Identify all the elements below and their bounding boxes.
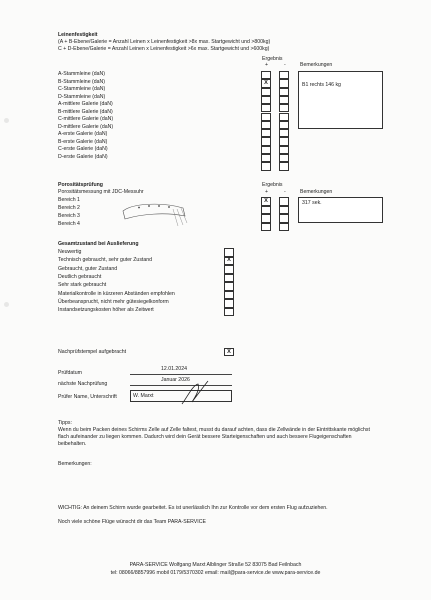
checkbox-mark: X — [264, 197, 268, 204]
poros-plus-checkbox[interactable] — [261, 214, 271, 223]
leinen-plus-checkbox[interactable] — [261, 113, 271, 121]
leinen-row-label: C-erste Galerie (daN) — [58, 146, 108, 152]
pruefdatum-label: Prüfdatum — [58, 370, 82, 376]
tipps-line-1: Wenn du beim Packen deines Schirms Zelle auf Zelle faltest, musst du darauf achten, dass die Zellwände in der Eintrittskante möglichst — [58, 427, 370, 433]
leinen-plus-header: + — [265, 62, 269, 68]
leinen-row-label: B-Stammleine (daN) — [58, 78, 105, 85]
leinen-row-label: A-Stammleine (daN) — [58, 71, 105, 77]
poros-minus-header: - — [284, 189, 286, 195]
pruefdatum-line — [130, 374, 232, 375]
leinen-minus-checkbox[interactable] — [279, 146, 289, 154]
poros-row-label: Bereich 2 — [58, 205, 80, 211]
poros-plus-checkbox[interactable] — [261, 206, 271, 215]
naechste-label: nächste Nachprüfung — [58, 381, 108, 387]
pruefer-label: Prüfer Name, Unterschrift — [58, 394, 117, 400]
gesamt-col-checkbox[interactable] — [224, 257, 234, 266]
leinen-plus-checkbox[interactable] — [261, 96, 271, 104]
leinen-bemerkungen-header: Bemerkungen — [300, 62, 333, 68]
gesamt-col-checkbox[interactable] — [224, 248, 234, 257]
leinen-plus-checkbox[interactable] — [261, 79, 271, 87]
leinen-row-label: D-Stammleine (daN) — [58, 93, 106, 100]
gesamt-row-label: Überbeansprucht, nicht mehr gütesiegelkonform — [58, 298, 169, 305]
stempel-mark: X — [227, 348, 231, 355]
gesamt-col-checkbox[interactable] — [224, 282, 234, 291]
gesamt-row-label: Instandsetzungskosten höher als Zeitwert — [58, 307, 154, 314]
poros-minus-checkbox[interactable] — [279, 206, 289, 215]
leinen-row-label: D-mittlere Galerie (daN) — [58, 123, 114, 130]
leinen-plus-checkbox[interactable] — [261, 88, 271, 96]
poros-plus-checkbox[interactable] — [261, 197, 271, 206]
leinen-minus-checkbox[interactable] — [279, 88, 289, 96]
wichtig-note: WICHTIG: An deinem Schirm wurde gearbeitet. Es ist unerlässlich Ihn zur Kontrolle vor dem ersten Flug aufzuziehen. — [58, 505, 328, 511]
leinen-row-label: A-erste Galerie (daN) — [58, 131, 108, 137]
stempel-checkbox[interactable] — [224, 348, 234, 356]
leinen-plus-checkbox[interactable] — [261, 104, 271, 112]
leinen-rule-1: (A + B-Ebene/Galerie = Anzahl Leinen x Leinenfestigkeit >8x max. Startgewicht und >800kg) — [58, 39, 271, 45]
poros-subtitle: Porositätsmessung mit JDC-Messuhr — [58, 189, 144, 195]
leinen-plus-checkbox[interactable] — [261, 71, 271, 79]
gesamt-row-label: Sehr stark gebraucht — [58, 282, 107, 289]
poros-bemerkungen-header: Bemerkungen — [300, 189, 333, 195]
leinen-row-label: A-mittlere Galerie (daN) — [58, 101, 113, 107]
tipps-line-3: beibehalten. — [58, 441, 87, 447]
gesamt-col-checkbox[interactable] — [224, 274, 234, 283]
pruefdatum-value: 12.01.2024 — [161, 366, 187, 372]
leinen-row-label: D-erste Galerie (daN) — [58, 153, 108, 160]
leinen-minus-checkbox[interactable] — [279, 129, 289, 137]
signature — [178, 378, 212, 408]
poros-minus-checkbox[interactable] — [279, 214, 289, 223]
poros-minus-checkbox[interactable] — [279, 197, 289, 206]
leinen-bemerkung-text: B1 rechts 146 kg — [302, 82, 341, 88]
gesamt-col-checkbox[interactable] — [224, 265, 234, 274]
leinen-row-label: C-mittlere Galerie (daN) — [58, 116, 114, 122]
poros-ergebnis-label: Ergebnis — [262, 182, 283, 188]
footer-address: PARA-SERVICE Wolfgang Marxt Alblinger Straße 52 83075 Bad Feilnbach — [129, 562, 302, 568]
punch-hole — [4, 118, 9, 123]
gesamt-row-label: Gebraucht, guter Zustand — [58, 265, 118, 272]
leinen-plus-checkbox[interactable] — [261, 129, 271, 137]
gesamt-title: Gesamtzustand bei Auslieferung — [58, 241, 139, 247]
poros-title: Porositätsprüfung — [58, 182, 103, 188]
leinen-minus-checkbox[interactable] — [279, 154, 289, 162]
leinen-plus-checkbox[interactable] — [261, 154, 271, 162]
checkbox-mark: X — [264, 79, 268, 86]
gesamt-col-checkbox[interactable] — [224, 291, 234, 300]
leinen-minus-checkbox[interactable] — [279, 113, 289, 121]
gesamt-row-label: Deutlich gebraucht — [58, 273, 102, 280]
leinen-minus-checkbox[interactable] — [279, 121, 289, 129]
tipps-title: Tipps: — [58, 420, 72, 426]
poros-bemerkung-text: 317 sek. — [302, 200, 322, 206]
leinen-minus-checkbox[interactable] — [279, 79, 289, 87]
leinen-plus-checkbox[interactable] — [261, 137, 271, 145]
gesamt-col-checkbox[interactable] — [224, 308, 234, 317]
gesamt-col-checkbox[interactable] — [224, 299, 234, 308]
leinen-minus-checkbox[interactable] — [279, 71, 289, 79]
poros-row-label: Bereich 1 — [58, 197, 80, 203]
leinen-rule-2: C + D-Ebene/Galerie = Anzahl Leinen x Leinenfestigkeit >6x max. Startgewicht und >600kg) — [58, 46, 270, 52]
poros-row-label: Bereich 3 — [58, 213, 80, 219]
stempel-label: Nachprüfstempel aufgebracht — [58, 349, 127, 355]
footer-contact: tel: 08066/8857996 mobil 0179/5370302 email: mail@para-service.de www.para-service.de — [110, 570, 321, 576]
leinen-minus-checkbox[interactable] — [279, 104, 289, 112]
poros-plus-checkbox[interactable] — [261, 223, 271, 232]
poros-plus-header: + — [265, 189, 269, 195]
leinen-row-label: B-mittlere Galerie (daN) — [58, 108, 113, 115]
leinen-minus-checkbox[interactable] — [279, 96, 289, 104]
leinen-minus-checkbox[interactable] — [279, 137, 289, 145]
leinen-bemerkungen-box[interactable] — [298, 71, 383, 129]
gesamt-row-label: Neuwertig — [58, 249, 82, 255]
leinen-minus-checkbox[interactable] — [279, 162, 289, 170]
wing-profile-drawing — [121, 199, 193, 229]
poros-bemerkungen-box[interactable] — [298, 197, 383, 223]
leinen-plus-checkbox[interactable] — [261, 146, 271, 154]
leinen-plus-checkbox[interactable] — [261, 121, 271, 129]
tipps-line-2: flach aufeinander zu liegen kommen. Dadurch wird dein Gerät bessere Starteigenschaften und auch bessere Flugeigenschaften — [58, 434, 352, 440]
leinen-row-label: C-Stammleine (daN) — [58, 86, 106, 92]
gesamt-row-label: Materialkontrolle in kürzeren Abständen empfohlen — [58, 290, 175, 297]
pruefer-value: W. Marxt — [133, 393, 154, 399]
gesamt-row-label: Technisch gebraucht, sehr guter Zustand — [58, 257, 153, 264]
leinen-title: Leinenfestigkeit — [58, 32, 98, 38]
poros-minus-checkbox[interactable] — [279, 223, 289, 232]
bemerkungen-label: Bemerkungen: — [58, 461, 92, 467]
leinen-ergebnis-label: Ergebnis — [262, 56, 283, 62]
gruss-line: Noch viele schöne Flüge wünscht dir das Team PARA-SERVICE — [58, 519, 206, 525]
checkbox-mark: X — [227, 257, 231, 263]
poros-row-label: Bereich 4 — [58, 221, 80, 227]
leinen-plus-checkbox[interactable] — [261, 162, 271, 170]
naechste-value: Januar 2026 — [161, 377, 190, 383]
leinen-minus-header: - — [284, 62, 286, 68]
punch-hole — [4, 302, 9, 307]
leinen-row-label: B-erste Galerie (daN) — [58, 138, 108, 145]
